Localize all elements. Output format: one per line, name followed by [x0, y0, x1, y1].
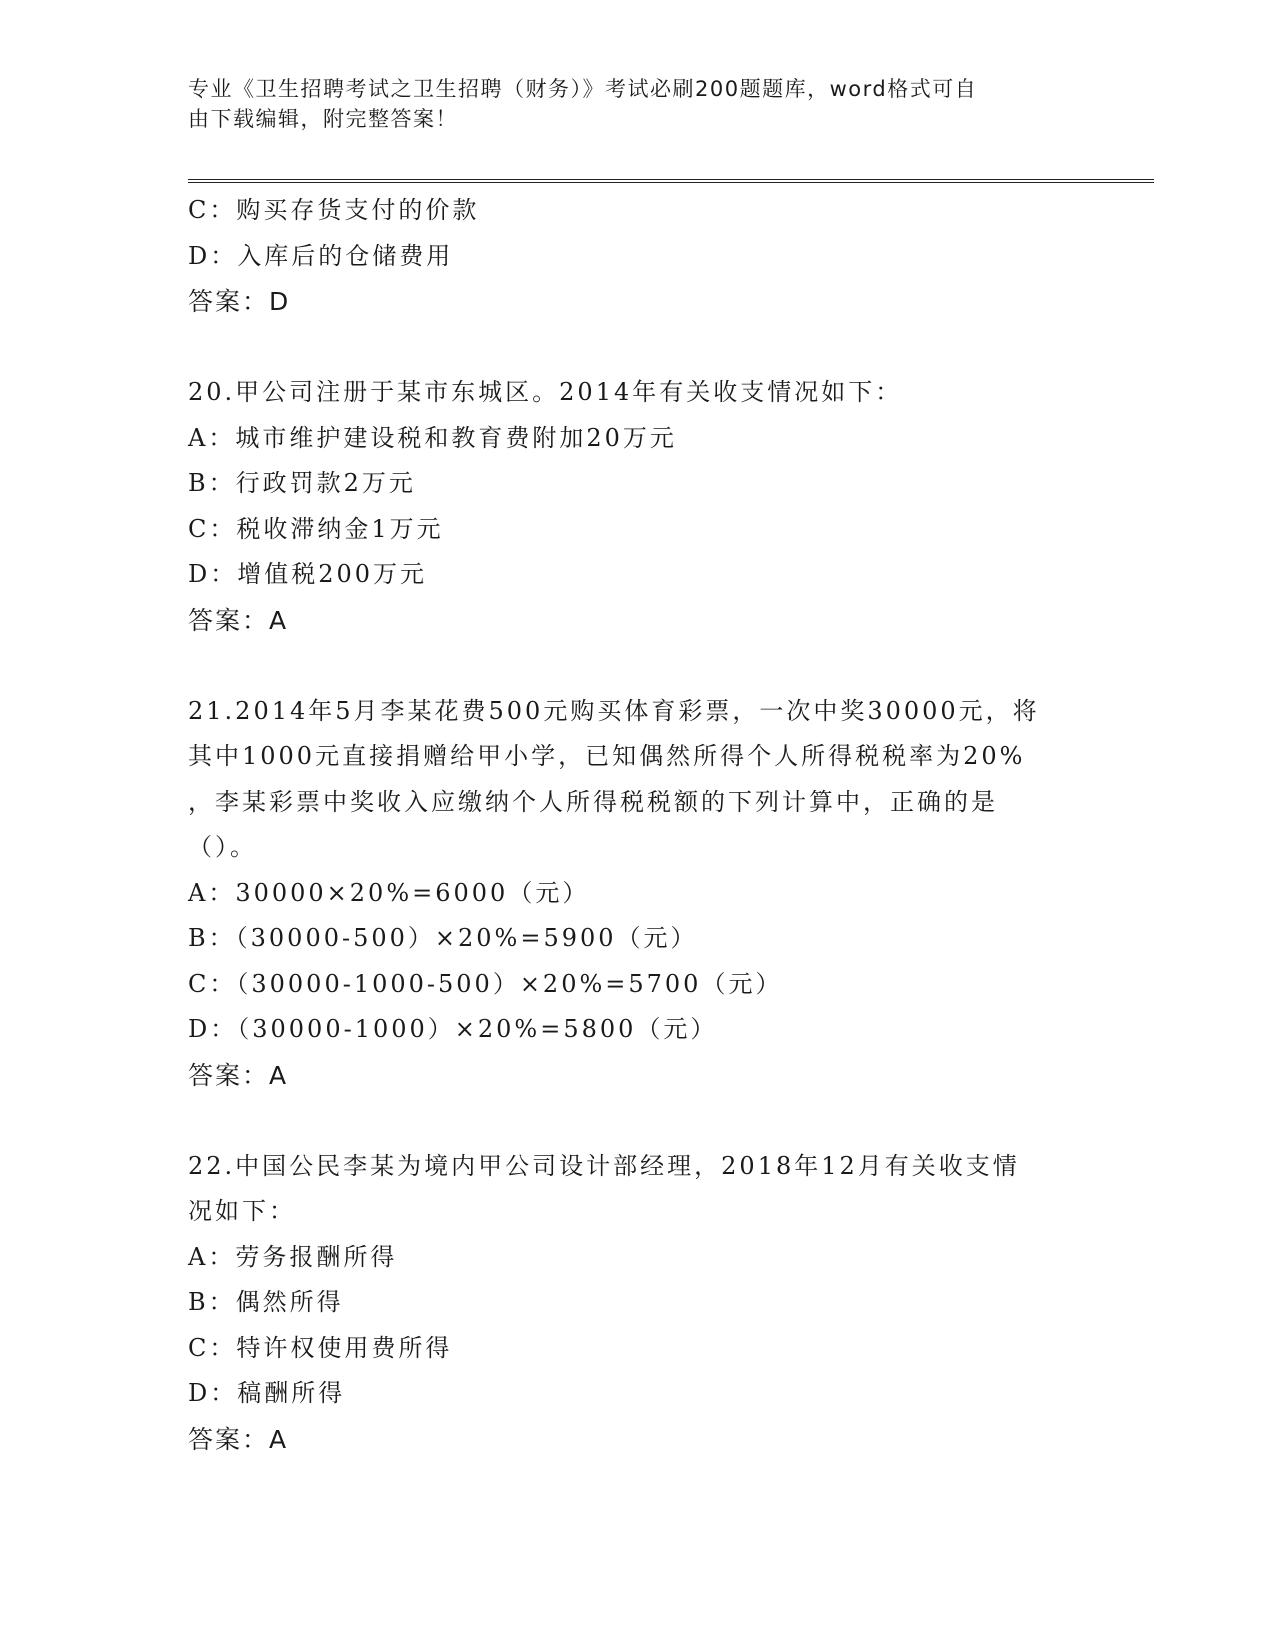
question-21: [188, 689, 1088, 1099]
question-stem-line-1: 21.2014年5月李某花费500元购买体育彩票，一次中奖30000元，将: [188, 696, 1040, 725]
spacer: [188, 325, 1088, 371]
header-title-line-2: 由下载编辑，附完整答案！: [188, 107, 458, 131]
option-c: C：特许权使用费所得: [188, 1333, 453, 1362]
option-b: B：（30000-500）×20%=5900（元）: [188, 924, 698, 952]
question-stem: 20.甲公司注册于某市东城区。2014年有关收支情况如下：: [188, 378, 903, 406]
answer: 答案：A: [188, 605, 289, 635]
question-stem-line-1: 22.中国公民李某为境内甲公司设计部经理，2018年12月有关收支情: [188, 1151, 1020, 1180]
question-stem-line-2: 况如下：: [188, 1197, 296, 1225]
option-d: D：稿酬所得: [188, 1379, 346, 1407]
option-c: C：购买存货支付的价款: [188, 196, 480, 224]
option-c: C：（30000-1000-500）×20%=5700（元）: [188, 969, 783, 998]
option-c: C：税收滞纳金1万元: [188, 514, 444, 543]
header-title-line-1: 专业《卫生招聘考试之卫生招聘（财务）》考试必刷200题题库，word格式可自: [188, 77, 978, 101]
answer: 答案：A: [188, 1060, 289, 1090]
option-b: B：偶然所得: [188, 1288, 344, 1316]
option-d: D：入库后的仓储费用: [188, 241, 454, 270]
spacer: [188, 643, 1088, 689]
question-stem-line-4: （）。: [188, 833, 257, 861]
document-body: [188, 188, 1088, 1462]
option-a: A：城市维护建设税和教育费附加20万元: [188, 423, 677, 452]
question-22: [188, 1144, 1088, 1463]
header-divider: [188, 179, 1154, 183]
option-a: A：劳务报酬所得: [188, 1242, 398, 1271]
option-a: A：30000×20%=6000（元）: [188, 878, 590, 907]
spacer: [188, 1098, 1088, 1144]
option-d: D：增值税200万元: [188, 560, 428, 588]
answer: 答案：D: [188, 287, 291, 316]
question-stem-line-3: ，李某彩票中奖收入应缴纳个人所得税税额的下列计算中，正确的是: [188, 787, 998, 816]
question-19-tail: [188, 188, 1088, 325]
question-20: [188, 370, 1088, 643]
option-b: B：行政罚款2万元: [188, 469, 416, 497]
page-header: [188, 74, 1068, 134]
option-d: D：（30000-1000）×20%=5800（元）: [188, 1015, 718, 1043]
question-stem-line-2: 其中1000元直接捐赠给甲小学，已知偶然所得个人所得税税率为20%: [188, 742, 1026, 770]
answer: 答案：A: [188, 1424, 289, 1454]
